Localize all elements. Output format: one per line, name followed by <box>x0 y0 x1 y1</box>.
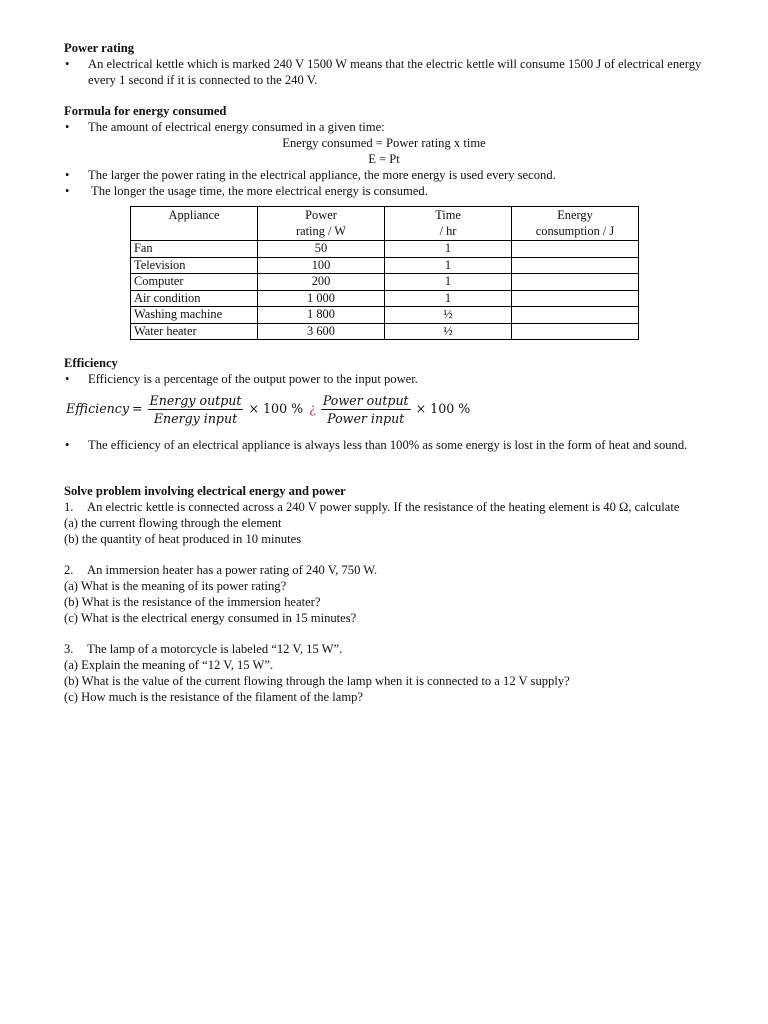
question-3-text: The lamp of a motorcycle is labeled “12 V, 15 W”. <box>87 642 343 656</box>
cell-time: ½ <box>385 307 512 324</box>
heading-solve-problems: Solve problem involving electrical energy and power <box>64 484 346 498</box>
cell-appliance: Air condition <box>131 290 258 307</box>
heading-efficiency: Efficiency <box>64 356 118 370</box>
question-3-part-b: (b) What is the value of the current flowing through the lamp when it is connected to a 12 V supply? <box>64 674 570 688</box>
cell-energy <box>512 274 639 291</box>
cell-energy <box>512 307 639 324</box>
eq-fraction-power <box>321 392 411 427</box>
bullet-kettle-rating: • An electrical kettle which is marked 240 V 1500 W means that the electric kettle will consume 1500 J of electrical energy every 1 second if it is connected to the 240 V. <box>64 56 704 88</box>
bullet-energy-amount: • The amount of electrical energy consumed in a given time: <box>64 119 704 135</box>
header-power-rating: Power rating / W <box>258 207 385 241</box>
cell-appliance: Water heater <box>131 323 258 340</box>
cell-energy <box>512 257 639 274</box>
eq-power-output: Power output <box>322 392 409 408</box>
cell-time: 1 <box>385 241 512 258</box>
question-2-part-a: (a) What is the meaning of its power rating? <box>64 579 287 593</box>
table-row <box>131 290 639 307</box>
question-1-part-a: (a) the current flowing through the element <box>64 516 282 530</box>
cell-time: ½ <box>385 323 512 340</box>
cell-appliance: Washing machine <box>131 307 258 324</box>
question-1-number: 1. <box>64 500 74 514</box>
table-row <box>131 274 639 291</box>
table-row <box>131 257 639 274</box>
heading-energy-formula: Formula for energy consumed <box>64 104 227 118</box>
table-header-row <box>131 207 639 241</box>
eq-power-input: Power input <box>327 410 405 426</box>
heading-power-rating: Power rating <box>64 41 135 55</box>
question-1 <box>64 499 704 515</box>
cell-power: 200 <box>258 274 385 291</box>
appliance-energy-table <box>130 206 639 340</box>
question-2-number: 2. <box>64 563 74 577</box>
question-1-part-b: (b) the quantity of heat produced in 10 minutes <box>64 532 302 546</box>
bullet-longer-time: • The longer the usage time, the more electrical energy is consumed. <box>64 183 704 199</box>
cell-time: 1 <box>385 274 512 291</box>
cell-power: 1 000 <box>258 290 385 307</box>
cell-energy <box>512 323 639 340</box>
table-row <box>131 241 639 258</box>
cell-appliance: Television <box>131 257 258 274</box>
question-2-part-c: (c) What is the electrical energy consumed in 15 minutes? <box>64 611 357 625</box>
table-row <box>131 323 639 340</box>
eq-times-100-second: × 100 % <box>415 401 471 416</box>
question-3-number: 3. <box>64 642 74 656</box>
question-3 <box>64 641 704 657</box>
question-2-part-b: (b) What is the resistance of the immersion heater? <box>64 595 321 609</box>
eq-glitch-glyph: ¿ <box>309 401 316 416</box>
formula-energy-words: Energy consumed = Power rating x time <box>282 136 486 150</box>
header-appliance: Appliance <box>131 207 258 241</box>
cell-power: 1 800 <box>258 307 385 324</box>
table-row <box>131 307 639 324</box>
eq-equals: = <box>131 401 143 416</box>
eq-lhs: Efficiency <box>66 401 129 416</box>
eq-energy-input: Energy input <box>153 410 238 426</box>
cell-energy <box>512 290 639 307</box>
cell-appliance: Computer <box>131 274 258 291</box>
cell-time: 1 <box>385 257 512 274</box>
question-2 <box>64 562 704 578</box>
cell-power: 50 <box>258 241 385 258</box>
question-3-part-a: (a) Explain the meaning of “12 V, 15 W”. <box>64 658 274 672</box>
cell-time: 1 <box>385 290 512 307</box>
question-3-part-c: (c) How much is the resistance of the filament of the lamp? <box>64 690 363 704</box>
document-page <box>64 40 704 705</box>
bullet-efficiency-loss: • The efficiency of an electrical appliance is always less than 100% as some energy is lost in the form of heat and sound. <box>64 437 704 453</box>
cell-power: 100 <box>258 257 385 274</box>
question-2-text: An immersion heater has a power rating of 240 V, 750 W. <box>87 563 378 577</box>
cell-energy <box>512 241 639 258</box>
bullet-larger-power: • The larger the power rating in the electrical appliance, the more energy is used every second. <box>64 167 704 183</box>
bullet-efficiency-definition: • Efficiency is a percentage of the output power to the input power. <box>64 371 704 387</box>
header-time: Time / hr <box>385 207 512 241</box>
header-energy-consumption: Energy consumption / J <box>512 207 639 241</box>
cell-appliance: Fan <box>131 241 258 258</box>
eq-energy-output: Energy output <box>149 392 242 408</box>
formula-e-pt: E = Pt <box>368 152 400 166</box>
question-1-text: An electric kettle is connected across a 240 V power supply. If the resistance of the heating element is 40 Ω, calculate <box>87 500 680 514</box>
eq-times-100-first: × 100 % <box>248 401 304 416</box>
eq-fraction-energy <box>148 392 244 427</box>
efficiency-equation <box>66 387 704 431</box>
cell-power: 3 600 <box>258 323 385 340</box>
